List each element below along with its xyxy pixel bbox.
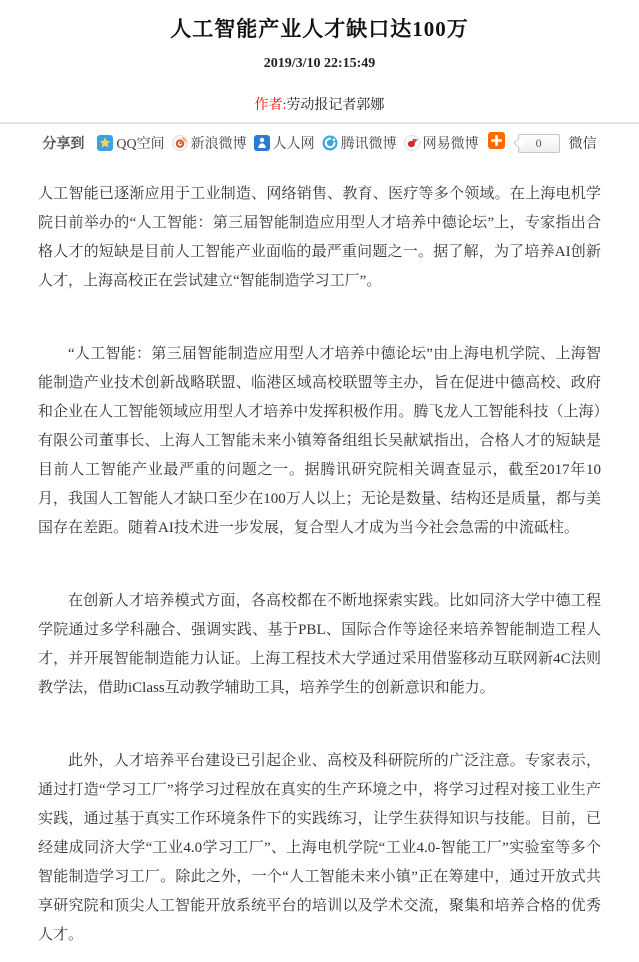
- share-bar: [0, 124, 639, 164]
- share-tencent-weibo-button[interactable]: [322, 133, 397, 153]
- article-body: [0, 164, 639, 950]
- share-qzone-label: QQ空间: [116, 137, 165, 152]
- share-netease-weibo-button[interactable]: [404, 133, 479, 153]
- netease-weibo-icon: [404, 135, 420, 151]
- article-author-line: [0, 94, 639, 114]
- paragraph-3: 在创新人才培养模式方面，各高校都在不断地探索实践。比如同济大学中德工程学院通过多学科融合、强调实践、基于PBL、国际合作等途径来培养智能制造工程人才，并开展智能制造能力认证。上海工程技术大学通过采用借鉴移动互联网新4C法则教学法，借助iClass互动教学辅助工具，培养学生的创新意识和能力。: [38, 593, 601, 696]
- plus-icon: [488, 132, 505, 154]
- share-renren-label: 人人网: [272, 137, 315, 152]
- paragraph-2: “人工智能：第三届智能制造应用型人才培养中德论坛”由上海电机学院、上海智能制造产业技术创新战略联盟、临港区域高校联盟等主办，旨在促进中德高校、政府和企业在人工智能领域应用型人才培养中发挥积极作用。腾飞龙人工智能科技（上海）有限公司董事长、上海人工智能未来小镇筹备组组长吴献斌指出，合格人才的短缺是目前人工智能产业最严重的问题之一。据腾讯研究院相关调查显示，截至2017年10月，我国人工智能人才缺口至少在100万人以上；无论是数量、结构还是质量，都与美国存在差距。随着AI技术进一步发展，复合型人才成为当今社会急需的中流砥柱。: [38, 346, 601, 536]
- renren-icon: [254, 135, 270, 151]
- share-netease-weibo-label: 网易微博: [422, 137, 479, 152]
- author-label: 作者:: [254, 98, 287, 113]
- qzone-icon: [97, 135, 113, 151]
- count-notch: [513, 137, 524, 148]
- sina-weibo-icon: [172, 135, 188, 151]
- share-more-button[interactable]: [488, 132, 505, 154]
- share-count-bubble[interactable]: [518, 134, 560, 153]
- share-count-value: 0: [535, 135, 542, 150]
- share-tencent-weibo-label: 腾讯微博: [340, 137, 397, 152]
- share-sina-weibo-label: 新浪微博: [190, 137, 247, 152]
- article-title: 人工智能产业人才缺口达100万: [170, 17, 469, 41]
- share-qzone-button[interactable]: [97, 133, 164, 153]
- share-to-label: 分享到: [42, 137, 85, 152]
- article-datetime: 2019/3/10 22:15:49: [263, 56, 376, 71]
- share-renren-button[interactable]: [254, 133, 315, 153]
- share-wechat-label[interactable]: 微信: [568, 137, 597, 152]
- tencent-weibo-icon: [322, 135, 338, 151]
- paragraph-1: 人工智能已逐渐应用于工业制造、网络销售、教育、医疗等多个领域。在上海电机学院日前举办的“人工智能：第三届智能制造应用型人才培养中德论坛”上，专家指出合格人才的短缺是目前人工智能产业面临的最严重问题之一。据了解，为了培养AI创新人才，上海高校正在尝试建立“智能制造学习工厂”。: [38, 186, 601, 289]
- share-sina-weibo-button[interactable]: [172, 133, 247, 153]
- author-name: 劳动报记者郭娜: [286, 98, 385, 113]
- paragraph-4: 此外，人才培养平台建设已引起企业、高校及科研院所的广泛注意。专家表示，通过打造“学习工厂”将学习过程放在真实的生产环境之中，将学习过程对接工业生产实践，通过基于真实工作环境条件下的实践练习，让学生获得知识与技能。目前，已经建成同济大学“工业4.0学习工厂”、上海电机学院“工业4.0-智能工厂”实验室等多个智能制造学习工厂。除此之外，一个“人工智能未来小镇”正在筹建中，通过开放式共享研究院和顶尖人工智能开放系统平台的培训以及学术交流，聚集和培养合格的优秀人才。: [38, 753, 601, 943]
